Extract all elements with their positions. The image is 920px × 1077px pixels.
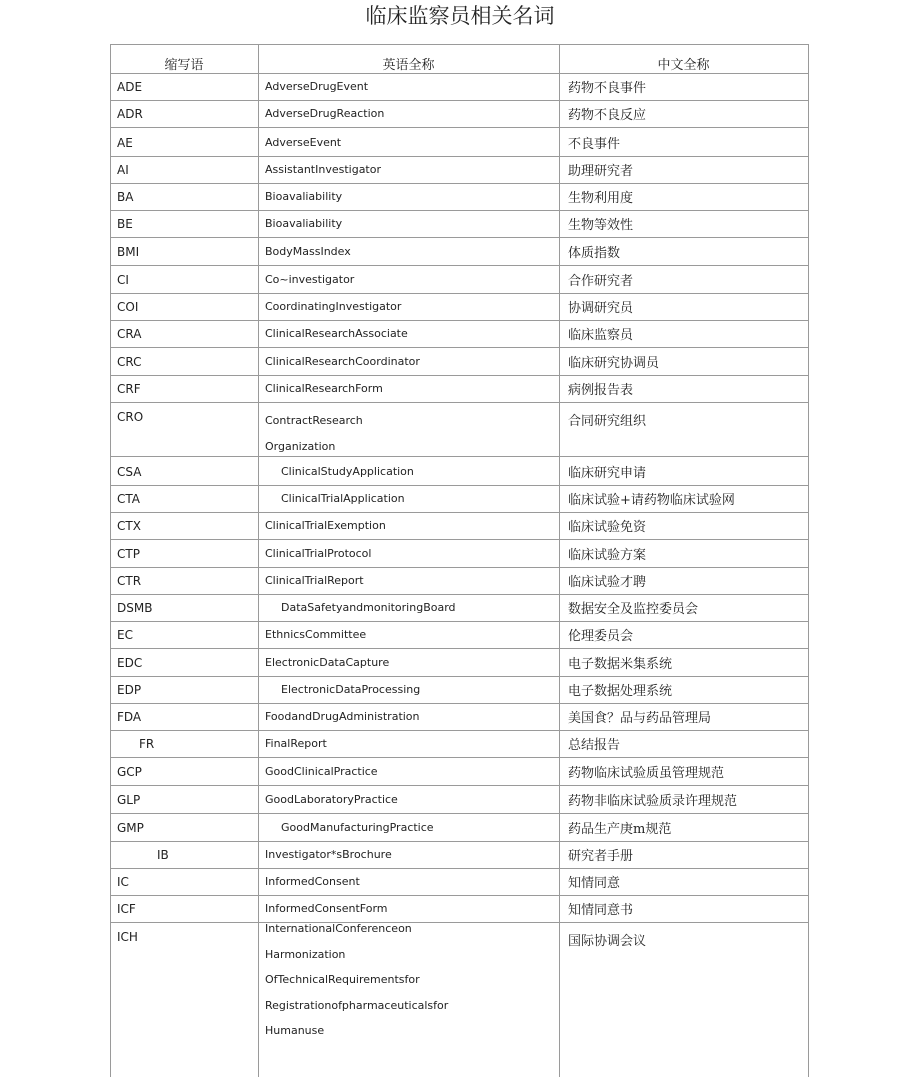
abbr-cell: CRA [117,327,142,341]
chinese-cell: 合作研究者 [568,274,634,289]
abbr-cell: AE [117,136,133,150]
row-divider [110,621,809,622]
header-abbreviation: 缩写语 [164,58,204,73]
row-divider [110,293,809,294]
abbr-cell: CRF [117,382,141,396]
english-cell: InformedConsent [265,875,360,888]
english-cell: FinalReport [265,737,327,750]
english-cell: ClinicalStudyApplication [281,465,414,478]
chinese-cell: 体质指数 [568,246,621,261]
chinese-cell: 药物非临床试验质录许理规范 [568,794,738,809]
abbr-cell: BA [117,190,134,204]
abbr-cell: CTA [117,492,140,506]
abbr-cell: ADR [117,107,143,121]
english-cell: Investigator*sBrochure [265,848,392,861]
abbr-cell: BMI [117,245,140,259]
chinese-cell: 临床监察员 [568,328,634,343]
row-divider [110,813,809,814]
chinese-cell: 知情同意 [568,876,621,891]
english-cell: FoodandDrugAdministration [265,710,420,723]
chinese-cell: 协调研究员 [568,301,634,316]
row-divider [110,156,809,157]
header-chinese-name: 中文全称 [657,58,710,73]
abbr-cell: FR [139,737,155,751]
abbr-cell: GMP [117,821,144,835]
english-cell: InformedConsentForm [265,902,388,915]
english-cell: AdverseDrugEvent [265,80,369,93]
abbr-cell: EDC [117,656,143,670]
english-cell: InternationalConferenceon Harmonization OfTechnicalRequirementsfor Registrationofpharmaceuticalsfor Humanuse [265,922,449,1037]
chinese-cell: 研究者手册 [568,849,634,864]
row-divider [110,100,809,101]
english-cell: GoodManufacturingPractice [281,821,434,834]
abbr-cell: AI [117,163,129,177]
row-divider [110,730,809,731]
chinese-cell: 病例报告表 [568,383,634,398]
abbr-cell: EDP [117,683,142,697]
english-cell: Co~investigator [265,273,355,286]
chinese-cell: 生物等效性 [568,218,634,233]
english-cell: Bioavaliability [265,217,343,230]
english-cell: Bioavaliability [265,190,343,203]
chinese-cell: 合同研究组织 [568,414,647,429]
abbr-cell: CTP [117,547,140,561]
abbr-cell: BE [117,217,133,231]
chinese-cell: 知情同意书 [568,903,634,918]
english-cell: ContractResearch Organization [265,414,363,453]
chinese-cell: 药品生产庚m规范 [568,822,672,837]
row-divider [110,183,809,184]
english-cell: ClinicalTrialApplication [281,492,405,505]
page-title: 临床监察员相关名词 [365,4,555,28]
row-divider [110,485,809,486]
chinese-cell: 美国食？品与药品管理局 [568,711,712,726]
abbr-cell: ICH [117,930,138,944]
row-divider [110,73,809,74]
abbr-cell: ICF [117,902,136,916]
chinese-cell: 临床试验才聘 [568,575,647,590]
row-divider [110,456,809,457]
english-cell: BodyMassIndex [265,245,351,258]
chinese-cell: 数据安全及监控委员会 [568,602,699,617]
abbr-cell: CSA [117,465,142,479]
chinese-cell: 不良事件 [568,137,621,152]
english-cell: ClinicalTrialProtocol [265,547,372,560]
english-cell: ClinicalResearchAssociate [265,327,408,340]
english-cell: ClinicalTrialExemption [265,519,386,532]
abbr-cell: IB [157,848,169,862]
english-cell: DataSafetyandmonitoringBoard [281,601,456,614]
row-divider [110,347,809,348]
chinese-cell: 伦理委员会 [568,629,634,644]
row-divider [110,402,809,403]
abbr-cell: CRO [117,410,144,424]
chinese-cell: 临床研究协调员 [568,356,660,371]
chinese-cell: 生物利用度 [568,191,634,206]
abbr-cell: GCP [117,765,142,779]
row-divider [110,44,809,45]
english-cell: EthnicsCommittee [265,628,367,641]
abbr-cell: IC [117,875,129,889]
english-cell: ClinicalTrialReport [265,574,364,587]
english-cell: GoodLaboratoryPractice [265,793,398,806]
abbr-cell: CI [117,273,129,287]
english-cell: ClinicalResearchForm [265,382,383,395]
row-divider [110,676,809,677]
row-divider [110,868,809,869]
abbr-cell: EC [117,628,133,642]
chinese-cell: 总结报告 [568,738,621,753]
chinese-cell: 临床试验+请药物临床试验网 [568,493,735,508]
abbr-cell: FDA [117,710,142,724]
chinese-cell: 药物临床试验质虽管理规范 [568,766,725,781]
glossary-table [110,44,809,1077]
abbr-cell: ADE [117,80,143,94]
row-divider [110,757,809,758]
english-cell: ElectronicDataProcessing [281,683,421,696]
english-cell: AdverseEvent [265,136,342,149]
chinese-cell: 药物不良反应 [568,108,647,123]
english-cell: CoordinatingInvestigator [265,300,402,313]
row-divider [110,512,809,513]
row-divider [110,265,809,266]
row-divider [110,210,809,211]
english-cell: GoodClinicalPractice [265,765,378,778]
english-cell: ElectronicDataCapture [265,656,390,669]
row-divider [110,320,809,321]
row-divider [110,237,809,238]
row-divider [110,375,809,376]
chinese-cell: 临床试验免资 [568,520,647,535]
abbr-cell: CTR [117,574,142,588]
chinese-cell: 临床试验方案 [568,548,647,563]
chinese-cell: 临床研究申请 [568,466,647,481]
chinese-cell: 国际协调会议 [568,934,647,949]
row-divider [110,895,809,896]
row-divider [110,648,809,649]
row-divider [110,567,809,568]
chinese-cell: 助理研究者 [568,164,634,179]
english-cell: ClinicalResearchCoordinator [265,355,420,368]
abbr-cell: DSMB [117,601,153,615]
abbr-cell: GLP [117,793,141,807]
row-divider [110,539,809,540]
header-english-name: 英语全称 [382,58,435,73]
abbr-cell: COI [117,300,139,314]
row-divider [110,703,809,704]
abbr-cell: CTX [117,519,141,533]
chinese-cell: 电子数据处理系统 [568,684,673,699]
chinese-cell: 电子数据米集系统 [568,657,673,672]
row-divider [110,922,809,923]
english-cell: AssistantInvestigator [265,163,381,176]
row-divider [110,841,809,842]
abbr-cell: CRC [117,355,142,369]
row-divider [110,785,809,786]
row-divider [110,127,809,128]
row-divider [110,594,809,595]
english-cell: AdverseDrugReaction [265,107,385,120]
chinese-cell: 药物不良事件 [568,81,647,96]
